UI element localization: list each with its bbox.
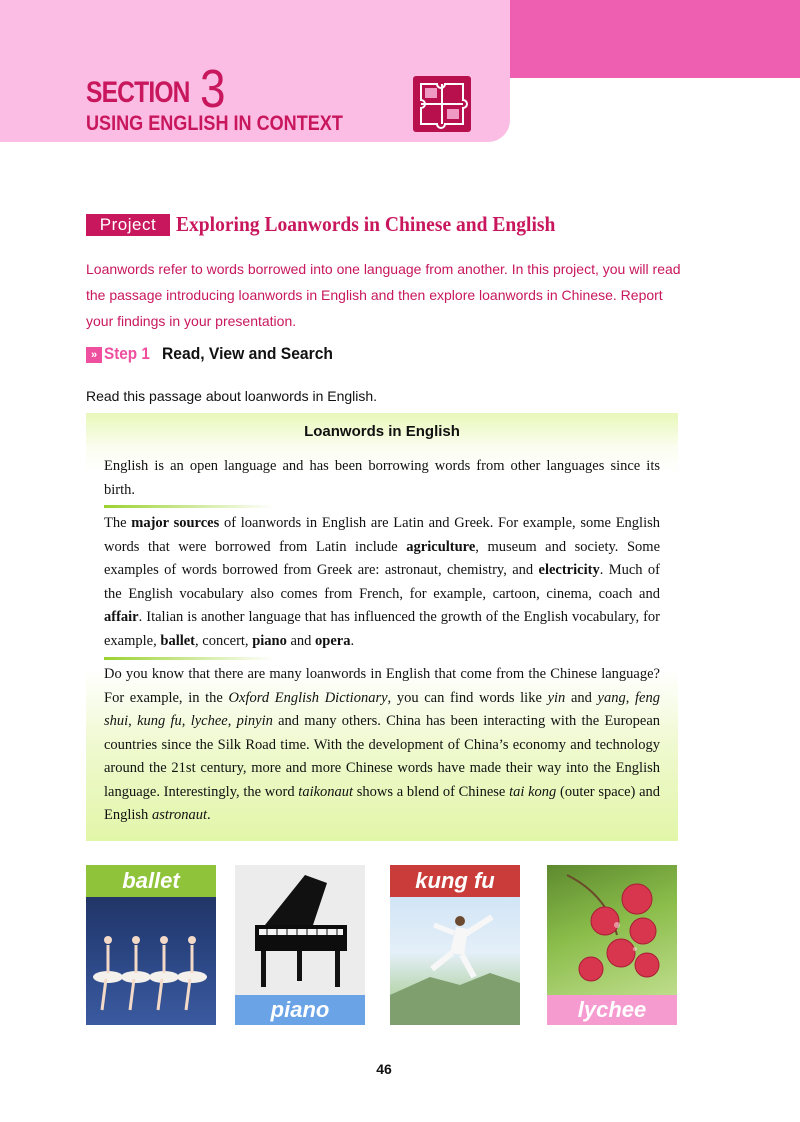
italic-term: yang [597, 689, 626, 706]
lychee-image [547, 865, 677, 1025]
ballet-image [86, 865, 216, 1025]
section-number: 3 [200, 59, 226, 119]
project-title: Exploring Loanwords in Chinese and English [176, 212, 556, 236]
italic-term: taikonaut [298, 783, 354, 800]
italic-term: tai kong [509, 783, 557, 800]
puzzle-icon [413, 76, 471, 132]
italic-term: lychee [190, 713, 228, 729]
piano-label: piano [235, 995, 365, 1025]
section-subtitle: USING ENGLISH IN CONTEXT [86, 112, 343, 135]
passage-divider [104, 657, 274, 660]
passage-title: Loanwords in English [304, 423, 460, 440]
header-corner-block [510, 0, 800, 78]
passage-box [86, 413, 678, 841]
italic-term: Oxford English Dictionary [228, 689, 388, 706]
kung-fu-kicker-illustration [390, 865, 520, 1025]
project-intro: Loanwords refer to words borrowed into one language from another. In this project, you will read the passage introducing loanwords in English and then explore loanwords in Chinese. Report your findings in your presentation. [86, 261, 681, 329]
italic-term: kung fu [137, 713, 182, 729]
lychee-label: lychee [547, 995, 677, 1025]
step-instruction: Read this passage about loanwords in English. [86, 388, 378, 404]
passage-paragraph: Do you know that there are many loanwords in English that come from the Chinese language? For example, in the Oxford English Dictionary, you can find words like yin and yang, feng shui, kung fu, lychee, pinyin and many others. China has been interacting with the European countries since the Silk Road time. With the development of China’s economy and technology around the 21st century, more and more Chinese words have made their way into the English language. Interestingly, the word taikonaut shows a blend of Chinese tai kong (outer space) and English astronaut. [104, 666, 661, 823]
passage-paragraph: English is an open language and has been borrowing words from other languages since its birth. [104, 458, 660, 498]
bold-term: affair [104, 609, 139, 625]
double-chevron-right-icon: » [86, 347, 102, 363]
bold-term: ballet [160, 632, 196, 649]
project-tag: Project [86, 214, 170, 236]
passage-paragraph: The major sources of loanwords in English are Latin and Greek. For example, some English words that were borrowed from Latin include agriculture, museum and society. Some examples of words borrowed from Greek are: astronaut, chemistry, and electricity. Much of the English vocabulary also comes from French, for example, cartoon, cinema, coach and affair. Italian is another language that has influenced the growth of the English vocabulary, for example, ballet, concert, piano and opera. [104, 515, 661, 649]
page-number: 46 [376, 1061, 392, 1077]
italic-term: pinyin [236, 713, 273, 729]
piano-image [235, 865, 365, 1025]
italic-term: yin [547, 689, 566, 706]
kung-fu-image [390, 865, 520, 1025]
ballet-dancers-illustration [86, 865, 216, 1025]
bold-term: major sources [131, 515, 220, 531]
step-title: Read, View and Search [162, 344, 333, 363]
bold-term: agriculture [406, 538, 476, 555]
passage-divider [104, 505, 274, 508]
italic-term: feng shui [104, 689, 660, 729]
bold-term: piano [252, 632, 287, 649]
kung-fu-label: kung fu [390, 865, 520, 897]
bold-term: opera [315, 632, 351, 649]
section-word: SECTION [86, 76, 190, 109]
bold-term: electricity [538, 562, 600, 578]
ballet-label: ballet [86, 865, 216, 897]
step-label: Step 1 [104, 344, 150, 363]
italic-term: astronaut [151, 807, 207, 823]
